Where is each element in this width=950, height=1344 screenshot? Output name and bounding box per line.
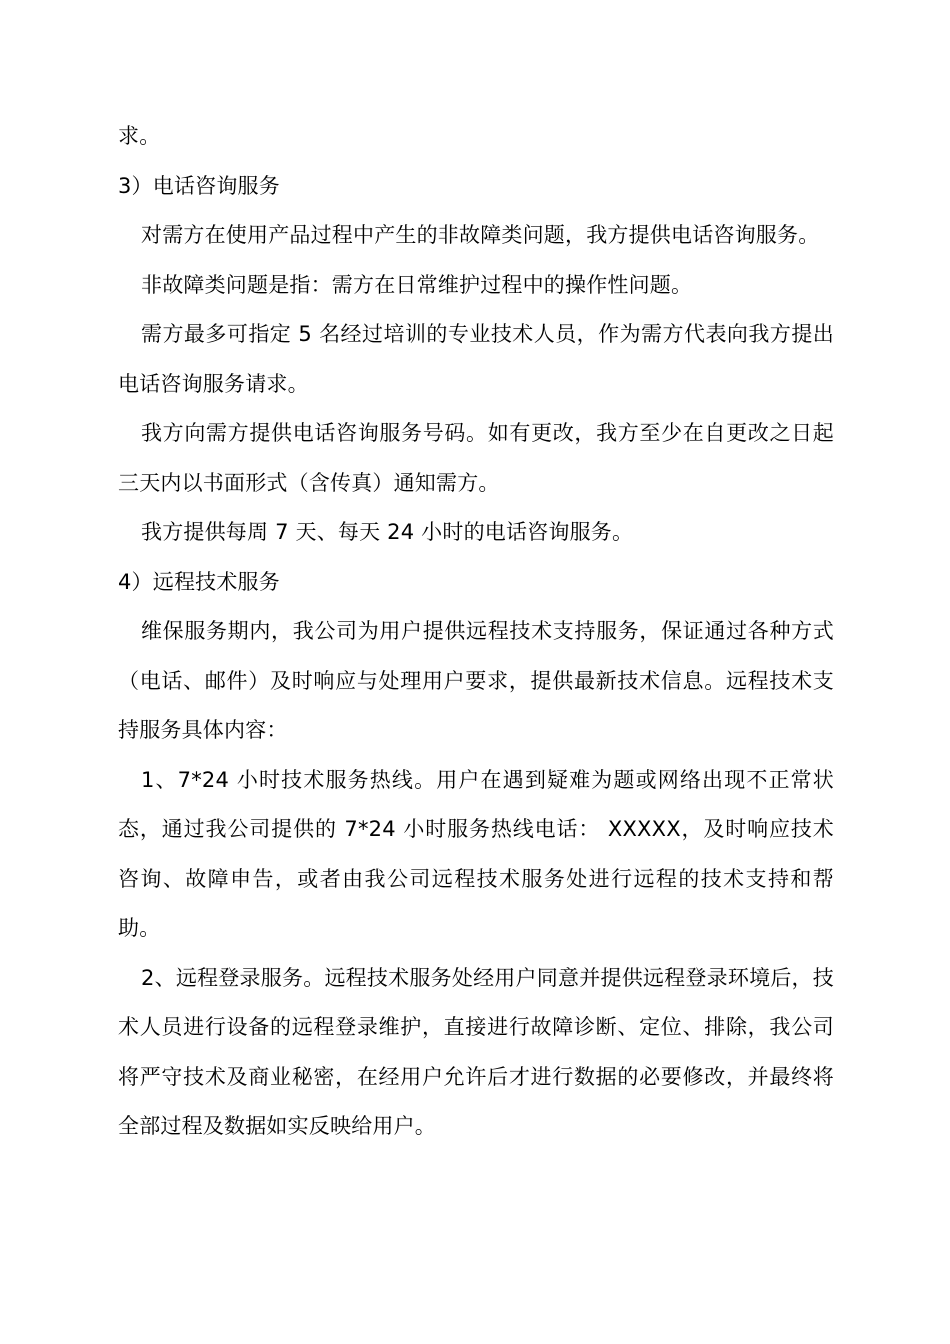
paragraph-remote-support-intro: 维保服务期内，我公司为用户提供远程技术支持服务，保证通过各种方式（电话、邮件）及时响应与处理用户要求，提供最新技术信息。远程技术支持服务具体内容： bbox=[118, 619, 834, 742]
paragraph-continuation: 求。 bbox=[118, 124, 161, 148]
paragraph-remote-login: 2、远程登录服务。远程技术服务处经用户同意并提供远程登录环境后，技术人员进行设备的远程登录维护，直接进行故障诊断、定位、排除，我公司将严守技术及商业秘密，在经用户允许后才进行数据的必要修改，并最终将全部过程及数据如实反映给用户。 bbox=[118, 965, 834, 1138]
paragraph-hotline: 1、7*24 小时技术服务热线。用户在遇到疑难为题或网络出现不正常状态，通过我公司提供的 7*24 小时服务热线电话： XXXXX，及时响应技术咨询、故障申告，或者由我公司远程技术服务处进行远程的技术支持和帮助。 bbox=[118, 767, 834, 940]
section-heading-phone-consulting: 3）电话咨询服务 bbox=[118, 173, 280, 198]
paragraph-service-hours: 我方提供每周 7 天、每天 24 小时的电话咨询服务。 bbox=[141, 520, 634, 544]
section-heading-remote-tech: 4）远程技术服务 bbox=[118, 569, 280, 594]
paragraph-designated-staff: 需方最多可指定 5 名经过培训的专业技术人员，作为需方代表向我方提出电话咨询服务请求。 bbox=[118, 322, 834, 396]
paragraph-service-number: 我方向需方提供电话咨询服务号码。如有更改，我方至少在自更改之日起三天内以书面形式（含传真）通知需方。 bbox=[118, 421, 834, 495]
document-body bbox=[118, 112, 834, 1152]
paragraph-non-fault-definition: 非故障类问题是指：需方在日常维护过程中的操作性问题。 bbox=[141, 272, 693, 297]
paragraph-phone-service-intro: 对需方在使用产品过程中产生的非故障类问题，我方提供电话咨询服务。 bbox=[141, 223, 820, 247]
